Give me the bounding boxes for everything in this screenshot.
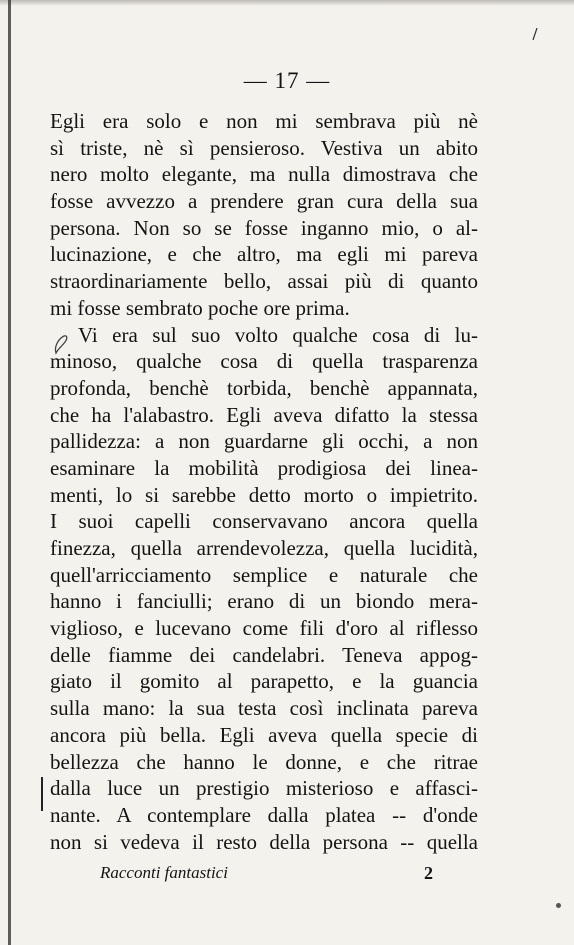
text-line: Vi era sul suo volto qualche cosa di lu-: [78, 322, 478, 347]
stray-mark-icon: [532, 28, 538, 40]
text-line: nero molto elegante, ma nulla dimostrava che: [50, 162, 478, 187]
text-line: delle fiamme dei candelabri. Teneva appog-: [50, 642, 478, 667]
text-line: hanno i fanciulli; erano di un biondo mera-: [50, 589, 478, 614]
signature-mark: 2: [424, 863, 433, 883]
text-line: Egli era solo e non mi sembrava più nè: [50, 109, 478, 133]
stray-dot: [556, 903, 561, 908]
text-line: persona. Non so se fosse inganno mio, o al-: [50, 215, 478, 240]
text-line: menti, lo si sarebbe detto morto o impietrito.: [50, 482, 478, 507]
text-line: esaminare la mobilità prodigiosa dei linea-: [50, 455, 478, 480]
text-line: profonda, benchè torbida, benchè appannata,: [50, 375, 478, 400]
text-line: lucinazione, e che altro, ma egli mi pareva: [50, 242, 478, 267]
text-line: nante. A contemplare dalla platea -- d'onde: [50, 802, 478, 827]
text-line: mi fosse sembrato poche ore prima.: [50, 295, 350, 320]
text-line: sulla mano: la sua testa così inclinata pareva: [50, 696, 478, 721]
text-line: bellezza che hanno le donne, e che ritrae: [50, 749, 478, 774]
text-line: straordinariamente bello, assai più di quanto: [50, 269, 478, 294]
text-line: che ha l'alabastro. Egli aveva difatto la stessa: [50, 402, 478, 427]
text-line: sì triste, nè sì pensieroso. Vestiva un abito: [50, 135, 478, 160]
margin-bar-mark: [41, 777, 43, 811]
text-line: dalla luce un prestigio misterioso e affasci-: [50, 776, 478, 801]
running-footer-title: Racconti fantastici: [100, 863, 228, 882]
text-line: fosse avvezzo a prendere gran cura della sua: [50, 189, 478, 214]
page-top-shadow: [0, 0, 574, 6]
text-line: ancora più bella. Egli aveva quella specie di: [50, 722, 478, 747]
text-line: quell'arricciamento semplice e naturale che: [50, 562, 478, 587]
text-line: finezza, quella arrendevolezza, quella lucidità,: [50, 536, 478, 560]
page-number: — 17 —: [243, 68, 331, 93]
text-line: giato il gomito al parapetto, e la guancia: [50, 669, 478, 694]
page-binding-edge: [8, 0, 11, 945]
text-line: non si vedeva il resto della persona -- quella: [50, 829, 478, 854]
text-line: viglioso, e lucevano come fili d'oro al riflesso: [50, 616, 478, 641]
text-line: minoso, qualche cosa di quella trasparenza: [50, 349, 478, 374]
text-line: pallidezza: a non guardarne gli occhi, a non: [50, 429, 478, 454]
text-line: I suoi capelli conservavano ancora quella: [50, 509, 478, 534]
body-text: [50, 108, 478, 855]
